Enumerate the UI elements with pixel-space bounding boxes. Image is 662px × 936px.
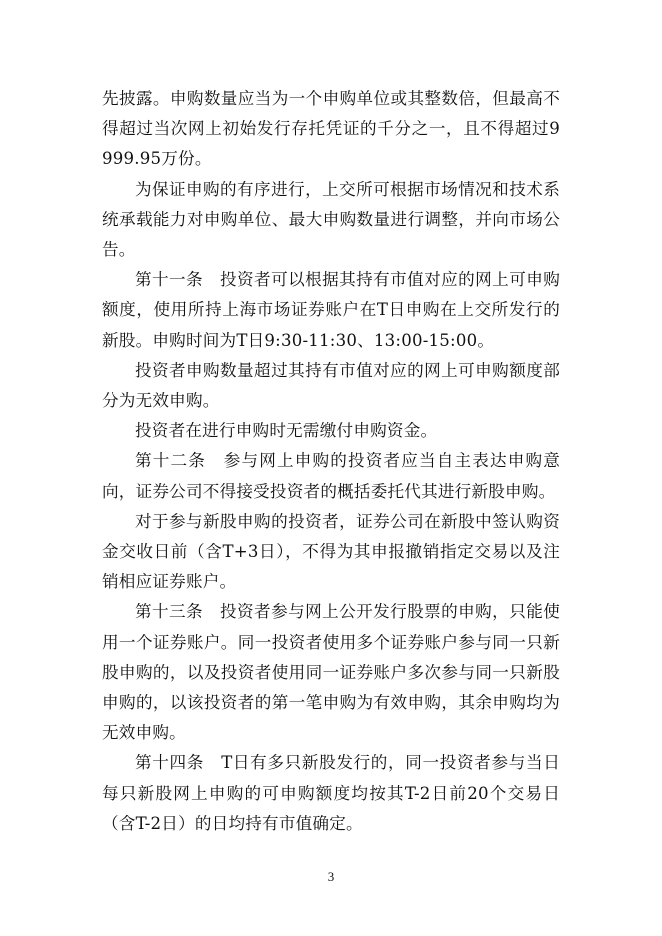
paragraph-article-12: 第十二条 参与网上申购的投资者应当自主表达申购意向，证券公司不得接受投资者的概括委托代其进行新股申购。 bbox=[102, 451, 560, 501]
paragraph-order-guarantee: 为保证申购的有序进行，上交所可根据市场情况和技术系统承载能力对申购单位、最大申购数量进行调整，并向市场公告。 bbox=[102, 179, 560, 260]
paragraph-account-restriction: 对于参与新股申购的投资者，证券公司在新股中签认购资金交收日前（含T+3日），不得为其申报撤销指定交易以及注销相应证券账户。 bbox=[102, 511, 560, 592]
paragraph-excess-subscription: 投资者申购数量超过其持有市值对应的网上可申购额度部分为无效申购。 bbox=[102, 360, 560, 411]
paragraph-continuation: 先披露。申购数量应当为一个申购单位或其整数倍，但最高不得超过当次网上初始发行存托凭证的千分之一，且不得超过9999.95万份。 bbox=[102, 89, 560, 169]
paragraph-article-13: 第十三条 投资者参与网上公开发行股票的申购，只能使用一个证券账户。同一投资者使用多个证券账户参与同一只新股申购的，以及投资者使用同一证券账户多次参与同一只新股申购的，以该投资者的第一笔申购为有效申购，其余申购均为无效申购。 bbox=[102, 602, 560, 743]
page-number: 3 bbox=[327, 869, 335, 884]
paragraph-article-11: 第十一条 投资者可以根据其持有市值对应的网上可申购额度，使用所持上海市场证券账户在T日申购在上交所发行的新股。申购时间为T日9:30-11:30、13:00-15:00。 bbox=[102, 270, 560, 350]
paragraph-no-payment: 投资者在进行申购时无需缴付申购资金。 bbox=[135, 421, 438, 441]
document-body bbox=[102, 84, 560, 839]
paragraph-article-14: 第十四条 T日有多只新股发行的，同一投资者参与当日每只新股网上申购的可申购额度均按其T-2日前20个交易日（含T-2日）的日均持有市值确定。 bbox=[102, 753, 560, 833]
